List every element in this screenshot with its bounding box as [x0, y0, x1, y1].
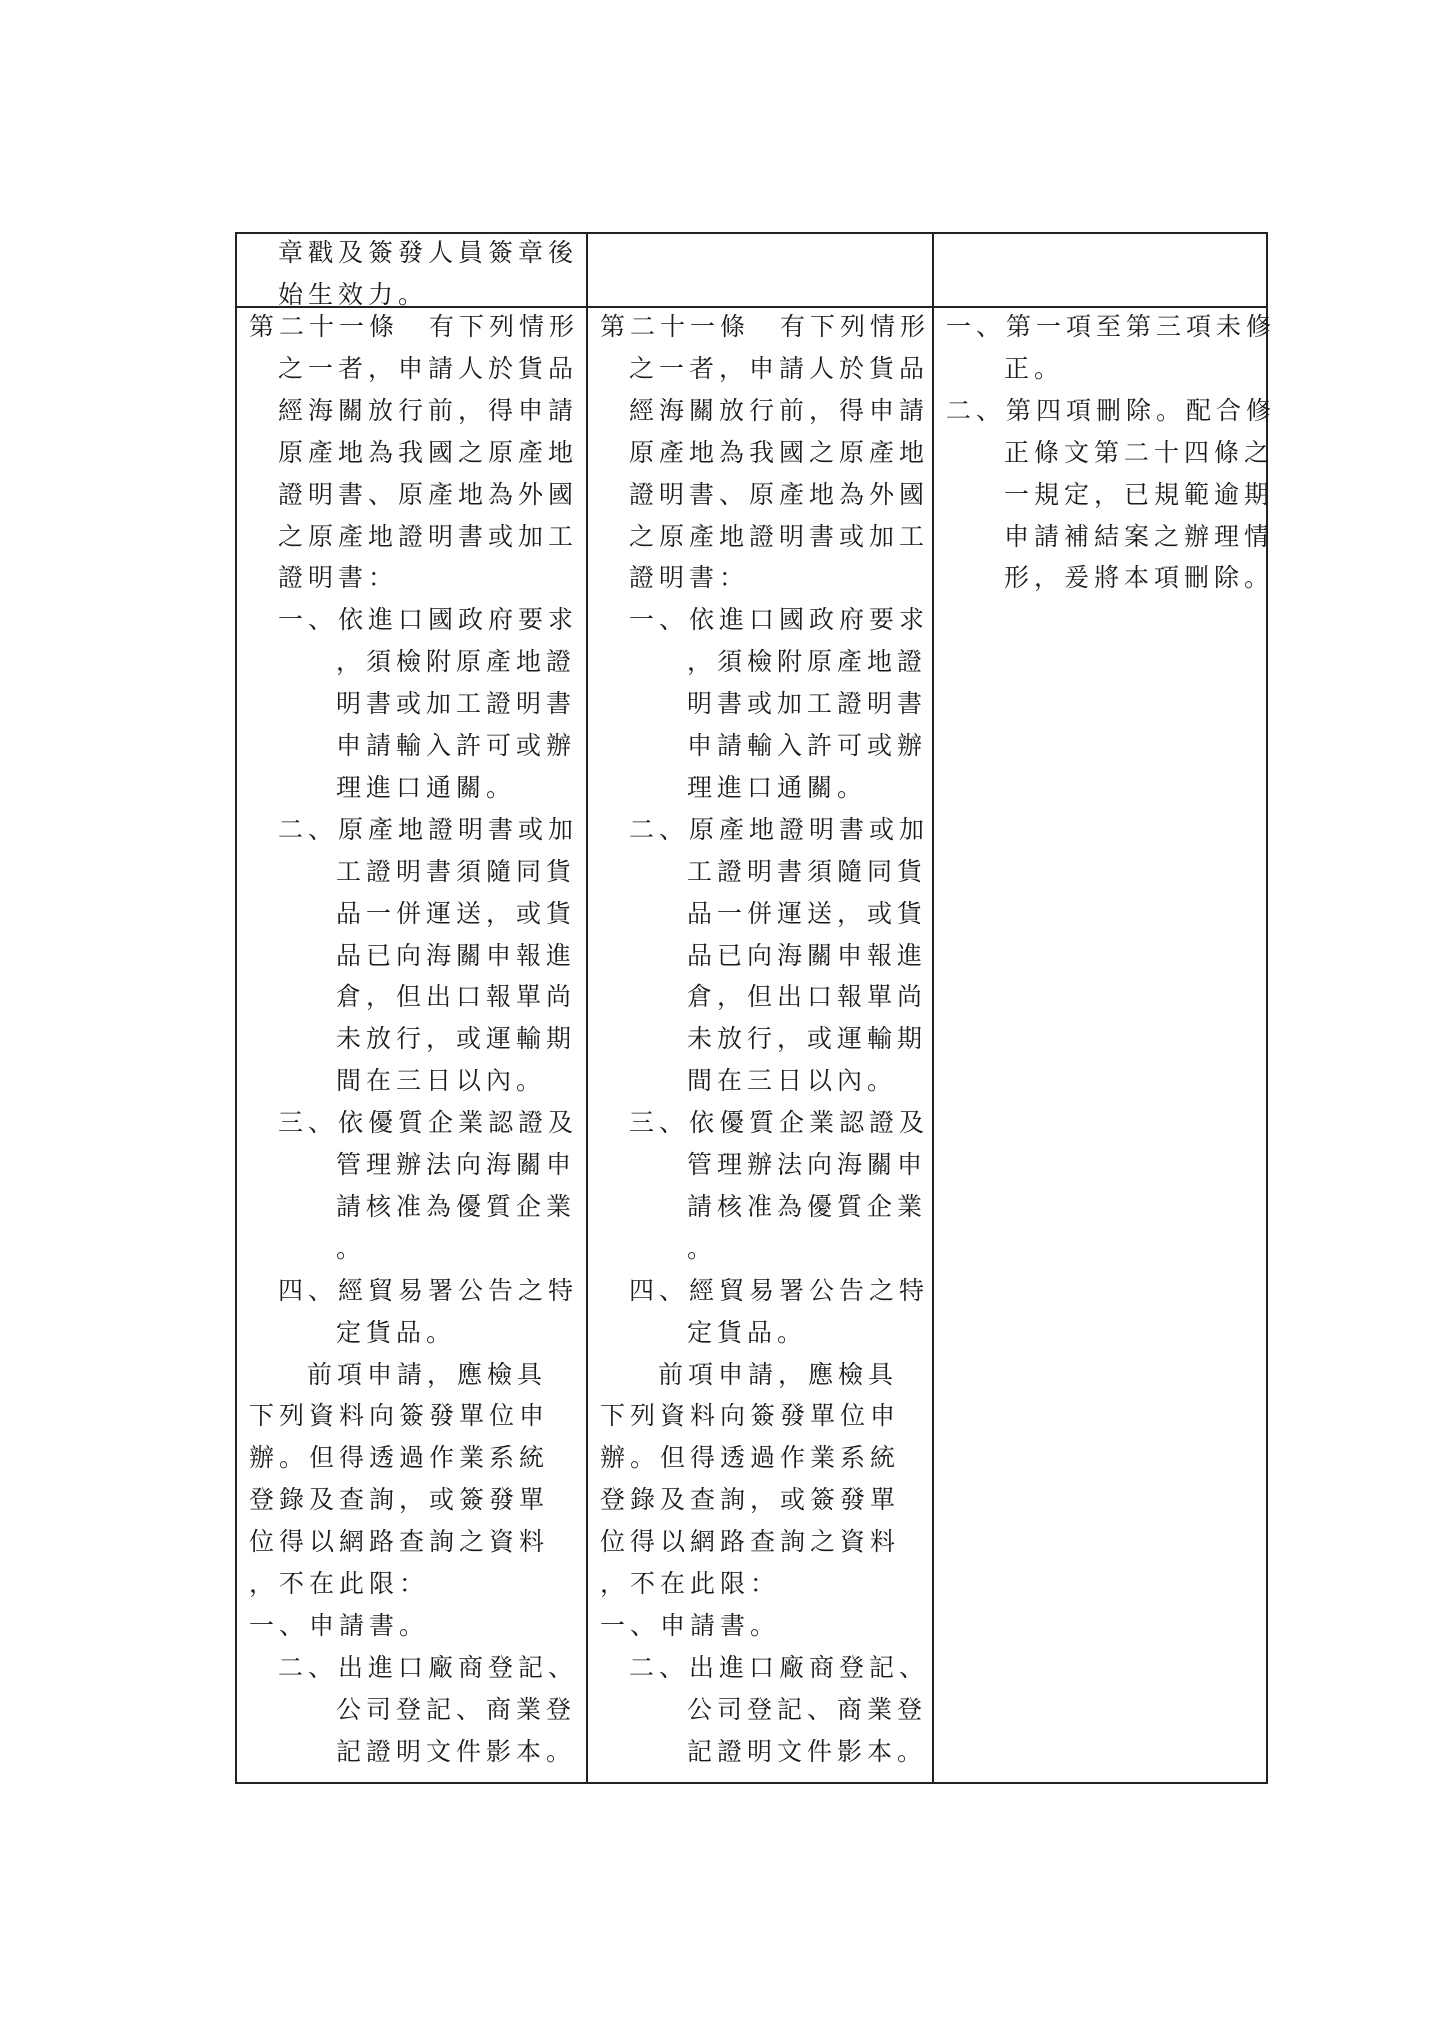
text-line: 管理辦法向海關申: [336, 1150, 577, 1179]
text-line: 正條文第二十四條之: [1004, 437, 1275, 467]
table-border-left: [235, 232, 237, 1784]
text-line: 四、經貿易署公告之特: [278, 1275, 579, 1305]
text-line: 三、依優質企業認證及: [278, 1108, 579, 1138]
text-line: 間在三日以內。: [336, 1066, 547, 1096]
column-divider-1: [586, 232, 588, 1784]
text-line: 下列資料向簽發單位申: [249, 1401, 550, 1431]
text-line: 之原產地證明書或加工: [629, 521, 930, 551]
text-line: 下列資料向簽發單位申: [600, 1401, 901, 1431]
text-line: 申請輸入許可或辦: [687, 731, 928, 760]
text-line: 經海關放行前，得申請: [629, 395, 930, 425]
explanation-cell: [946, 308, 1277, 1778]
text-line: 定貨品。: [336, 1317, 457, 1347]
text-line: 二、第四項刪除。配合修: [946, 395, 1277, 425]
text-line: 第二十一條 有下列情形: [600, 312, 931, 341]
text-line: 未放行，或運輸期: [687, 1024, 928, 1054]
text-line: 明書或加工證明書: [687, 689, 928, 719]
table-border-bottom: [235, 1782, 1268, 1784]
text-line: 倉，但出口報單尚: [336, 982, 577, 1012]
text-line: 倉，但出口報單尚: [687, 982, 928, 1012]
text-line: 位得以網路查詢之資料: [600, 1527, 901, 1557]
text-line: 間在三日以內。: [687, 1066, 898, 1096]
text-line: 明書或加工證明書: [336, 689, 577, 719]
text-line: 一、申請書。: [600, 1610, 781, 1640]
text-line: 證明書、原產地為外國: [629, 479, 930, 509]
text-line: 二、原產地證明書或加: [278, 814, 579, 844]
text-line: 第二十一條 有下列情形: [249, 312, 580, 341]
text-line: 一、依進口國政府要求: [629, 605, 930, 635]
text-line: 二、原產地證明書或加: [629, 814, 930, 844]
text-line: 登錄及查詢，或簽發單: [249, 1485, 550, 1515]
current-text-cell: [600, 308, 930, 1778]
text-line: 位得以網路查詢之資料: [249, 1527, 550, 1557]
text-line: ，須檢附原產地證: [336, 647, 577, 677]
text-line: 管理辦法向海關申: [687, 1150, 928, 1179]
text-line: 品已向海關申報進: [687, 940, 928, 970]
text-line: 未放行，或運輸期: [336, 1024, 577, 1054]
text-line: 形，爰將本項刪除。: [1004, 563, 1275, 593]
text-line: 一、第一項至第三項未修: [946, 312, 1277, 341]
text-line: 公司登記、商業登: [687, 1694, 928, 1724]
text-line: 前項申請，應檢具: [658, 1359, 899, 1389]
text-line: ，不在此限：: [600, 1569, 781, 1598]
text-line: 之原產地證明書或加工: [278, 521, 579, 551]
text-line: 正。: [1004, 353, 1065, 383]
text-line: 品一併運送，或貨: [687, 898, 928, 928]
amended-text-cell-top: [249, 234, 583, 309]
text-line: 四、經貿易署公告之特: [629, 1275, 930, 1305]
amended-text-cell: [249, 308, 583, 1778]
text-line: 工證明書須隨同貨: [687, 856, 928, 886]
text-line: 請核准為優質企業: [336, 1191, 577, 1221]
text-line: 經海關放行前，得申請: [278, 395, 579, 425]
text-line: 證明書：: [629, 563, 750, 593]
text-line: ，須檢附原產地證: [687, 647, 928, 677]
text-line: 登錄及查詢，或簽發單: [600, 1485, 901, 1515]
text-line: 二、出進口廠商登記、: [629, 1652, 930, 1682]
text-line: 證明書、原產地為外國: [278, 479, 579, 509]
text-line: 三、依優質企業認證及: [629, 1108, 930, 1138]
text-line: 定貨品。: [687, 1317, 808, 1347]
comparison-table: [235, 232, 1277, 1784]
text-line: 二、出進口廠商登記、: [278, 1652, 579, 1682]
text-line: 之一者，申請人於貨品: [629, 353, 930, 383]
text-line: 。: [687, 1233, 718, 1263]
text-line: 一、申請書。: [249, 1610, 430, 1640]
column-divider-2: [932, 232, 934, 1784]
text-line: 品一併運送，或貨: [336, 898, 577, 928]
text-line: 辦。但得透過作業系統: [600, 1443, 901, 1473]
text-line: 。: [336, 1233, 367, 1263]
text-line: 證明書：: [278, 563, 399, 593]
text-line: 記證明文件影本。: [336, 1736, 577, 1766]
text-line: 理進口通關。: [687, 772, 868, 802]
text-line: 原產地為我國之原產地: [278, 437, 579, 467]
text-line: 之一者，申請人於貨品: [278, 353, 579, 383]
text-line: 記證明文件影本。: [687, 1736, 928, 1766]
text-line: 公司登記、商業登: [336, 1694, 577, 1724]
text-line: 一規定，已規範逾期: [1004, 479, 1275, 509]
text-line: 始生效力。: [278, 279, 429, 309]
text-line: 原產地為我國之原產地: [629, 437, 930, 467]
text-line: 申請輸入許可或辦: [336, 731, 577, 760]
text-line: 請核准為優質企業: [687, 1191, 928, 1221]
text-line: 工證明書須隨同貨: [336, 856, 577, 886]
text-line: 章戳及簽發人員簽章後: [278, 238, 579, 267]
text-line: 理進口通關。: [336, 772, 517, 802]
text-line: ，不在此限：: [249, 1569, 430, 1598]
text-line: 品已向海關申報進: [336, 940, 577, 970]
text-line: 申請補結案之辦理情: [1004, 521, 1275, 551]
text-line: 一、依進口國政府要求: [278, 605, 579, 635]
text-line: 前項申請，應檢具: [307, 1359, 548, 1389]
text-line: 辦。但得透過作業系統: [249, 1443, 550, 1473]
